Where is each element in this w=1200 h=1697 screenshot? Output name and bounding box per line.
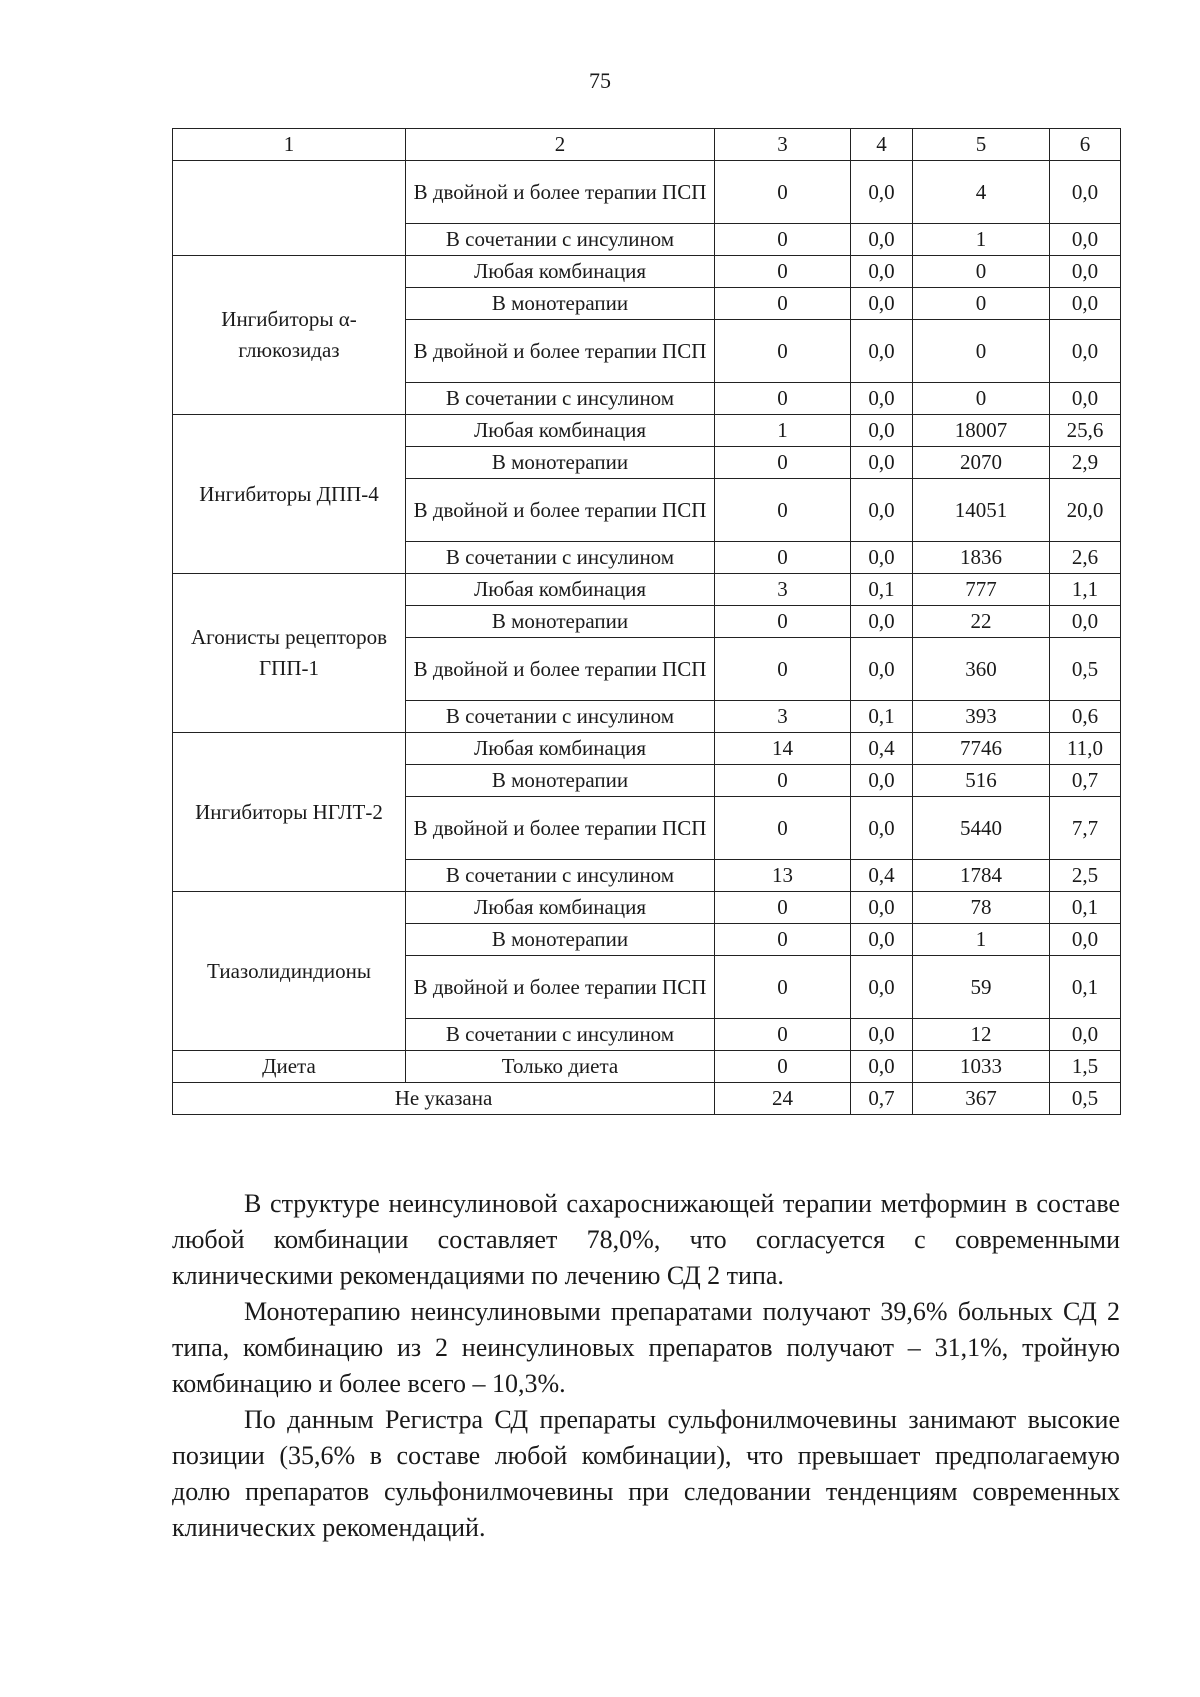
column-header: 6 xyxy=(1050,129,1121,161)
value-cell: 0,0 xyxy=(1050,606,1121,638)
paragraph: По данным Регистра СД препараты сульфонилмочевины занимают высокие позиции (35,6% в составе любой комбинации), что превышает предполагаемую долю препаратов сульфонилмочевины при следовании тенденциям современных клинических рекомендаций. xyxy=(172,1405,1120,1542)
value-cell: 0,0 xyxy=(851,765,913,797)
value-cell: 0,0 xyxy=(851,383,913,415)
value-cell: 0 xyxy=(715,224,851,256)
value-cell: 0 xyxy=(715,765,851,797)
value-cell: 1033 xyxy=(913,1051,1050,1083)
therapy-type-cell: В монотерапии xyxy=(406,765,715,797)
therapy-type-cell: В монотерапии xyxy=(406,606,715,638)
therapy-type-cell: В сочетании с инсулином xyxy=(406,860,715,892)
table-row-unspecified xyxy=(173,1083,1121,1115)
value-cell: 14051 xyxy=(913,479,1050,542)
value-cell: 0 xyxy=(715,797,851,860)
value-cell: 777 xyxy=(913,574,1050,606)
value-cell: 0,0 xyxy=(1050,224,1121,256)
value-cell: 1 xyxy=(715,415,851,447)
value-cell: 0,0 xyxy=(1050,161,1121,224)
therapy-type-cell: Любая комбинация xyxy=(406,892,715,924)
value-cell: 516 xyxy=(913,765,1050,797)
value-cell: 0,0 xyxy=(851,956,913,1019)
value-cell: 0,0 xyxy=(1050,1019,1121,1051)
value-cell: 0 xyxy=(715,320,851,383)
value-cell: 360 xyxy=(913,638,1050,701)
value-cell: 0 xyxy=(715,256,851,288)
value-cell: 0 xyxy=(715,924,851,956)
therapy-type-cell: В монотерапии xyxy=(406,447,715,479)
value-cell: 0,0 xyxy=(851,638,913,701)
value-cell: 25,6 xyxy=(1050,415,1121,447)
paragraph: Монотерапию неинсулиновыми препаратами получают 39,6% больных СД 2 типа, комбинацию из 2 неинсулиновых препаратов получают – 31,1%, тройную комбинацию и более всего – 10,3%. xyxy=(172,1297,1120,1398)
value-cell: 0,0 xyxy=(851,415,913,447)
column-header: 4 xyxy=(851,129,913,161)
value-cell: 0,1 xyxy=(851,701,913,733)
value-cell: 0 xyxy=(715,288,851,320)
value-cell: 1784 xyxy=(913,860,1050,892)
page-number: 75 xyxy=(589,68,611,93)
value-cell: 1,1 xyxy=(1050,574,1121,606)
value-cell: 0,7 xyxy=(851,1083,913,1115)
therapy-type-cell: Любая комбинация xyxy=(406,574,715,606)
value-cell: 0,0 xyxy=(1050,256,1121,288)
group-name-cell: Агонисты рецепторов ГПП-1 xyxy=(173,574,406,733)
value-cell: 0,0 xyxy=(851,542,913,574)
value-cell: 0,0 xyxy=(1050,924,1121,956)
value-cell: 3 xyxy=(715,574,851,606)
value-cell: 0 xyxy=(913,256,1050,288)
group-name-cell: Диета xyxy=(173,1051,406,1083)
value-cell: 11,0 xyxy=(1050,733,1121,765)
value-cell: 0,5 xyxy=(1050,1083,1121,1115)
therapy-type-cell: В сочетании с инсулином xyxy=(406,224,715,256)
therapy-table xyxy=(172,128,1121,1115)
therapy-type-cell: В сочетании с инсулином xyxy=(406,383,715,415)
value-cell: 1 xyxy=(913,924,1050,956)
value-cell: 0,0 xyxy=(851,161,913,224)
therapy-type-cell: В сочетании с инсулином xyxy=(406,701,715,733)
value-cell: 0 xyxy=(715,956,851,1019)
therapy-type-cell: В двойной и более терапии ПСП xyxy=(406,638,715,701)
value-cell: 13 xyxy=(715,860,851,892)
value-cell: 2070 xyxy=(913,447,1050,479)
therapy-type-cell: В двойной и более терапии ПСП xyxy=(406,797,715,860)
value-cell: 0 xyxy=(715,892,851,924)
value-cell: 2,5 xyxy=(1050,860,1121,892)
value-cell: 0,0 xyxy=(851,447,913,479)
therapy-type-cell: Только диета xyxy=(406,1051,715,1083)
value-cell: 0,0 xyxy=(851,1019,913,1051)
value-cell: 0 xyxy=(715,606,851,638)
value-cell: 0,0 xyxy=(851,256,913,288)
therapy-type-cell: В двойной и более терапии ПСП xyxy=(406,956,715,1019)
value-cell: 0,0 xyxy=(851,320,913,383)
value-cell: 0,5 xyxy=(1050,638,1121,701)
value-cell: 59 xyxy=(913,956,1050,1019)
value-cell: 0 xyxy=(913,320,1050,383)
value-cell: 12 xyxy=(913,1019,1050,1051)
unspecified-label-cell: Не указана xyxy=(173,1083,715,1115)
therapy-type-cell: В монотерапии xyxy=(406,288,715,320)
value-cell: 0,0 xyxy=(851,479,913,542)
value-cell: 78 xyxy=(913,892,1050,924)
table-row-diet xyxy=(173,1051,1121,1083)
table-row xyxy=(173,733,1121,765)
body-text xyxy=(172,1186,1120,1546)
value-cell: 0,1 xyxy=(851,574,913,606)
value-cell: 367 xyxy=(913,1083,1050,1115)
value-cell: 0,0 xyxy=(1050,320,1121,383)
value-cell: 0,6 xyxy=(1050,701,1121,733)
value-cell: 1836 xyxy=(913,542,1050,574)
paragraph: В структуре неинсулиновой сахароснижающей терапии метформин в составе любой комбинации составляет 78,0%, что согласуется с современными клиническими рекомендациями по лечению СД 2 типа. xyxy=(172,1189,1120,1290)
value-cell: 24 xyxy=(715,1083,851,1115)
therapy-type-cell: Любая комбинация xyxy=(406,415,715,447)
therapy-type-cell: В сочетании с инсулином xyxy=(406,1019,715,1051)
value-cell: 1 xyxy=(913,224,1050,256)
therapy-type-cell: В двойной и более терапии ПСП xyxy=(406,161,715,224)
table-row xyxy=(173,161,1121,224)
value-cell: 0 xyxy=(913,288,1050,320)
therapy-type-cell: Любая комбинация xyxy=(406,256,715,288)
value-cell: 0,1 xyxy=(1050,892,1121,924)
value-cell: 0,0 xyxy=(851,797,913,860)
value-cell: 0 xyxy=(715,638,851,701)
therapy-type-cell: В монотерапии xyxy=(406,924,715,956)
group-name-cell: Ингибиторы НГЛТ-2 xyxy=(173,733,406,892)
value-cell: 0,4 xyxy=(851,733,913,765)
value-cell: 0,0 xyxy=(1050,383,1121,415)
table-row xyxy=(173,415,1121,447)
value-cell: 1,5 xyxy=(1050,1051,1121,1083)
table-row xyxy=(173,574,1121,606)
value-cell: 3 xyxy=(715,701,851,733)
value-cell: 2,6 xyxy=(1050,542,1121,574)
value-cell: 4 xyxy=(913,161,1050,224)
value-cell: 2,9 xyxy=(1050,447,1121,479)
value-cell: 0,0 xyxy=(851,924,913,956)
table-row xyxy=(173,892,1121,924)
value-cell: 0,1 xyxy=(1050,956,1121,1019)
value-cell: 0,0 xyxy=(851,606,913,638)
value-cell: 0 xyxy=(913,383,1050,415)
table-row xyxy=(173,256,1121,288)
value-cell: 0 xyxy=(715,1051,851,1083)
value-cell: 0,0 xyxy=(851,288,913,320)
therapy-type-cell: В двойной и более терапии ПСП xyxy=(406,320,715,383)
value-cell: 7746 xyxy=(913,733,1050,765)
therapy-type-cell: Любая комбинация xyxy=(406,733,715,765)
value-cell: 5440 xyxy=(913,797,1050,860)
value-cell: 0 xyxy=(715,479,851,542)
value-cell: 22 xyxy=(913,606,1050,638)
column-header: 3 xyxy=(715,129,851,161)
value-cell: 0 xyxy=(715,447,851,479)
therapy-type-cell: В сочетании с инсулином xyxy=(406,542,715,574)
value-cell: 0,0 xyxy=(851,892,913,924)
value-cell: 7,7 xyxy=(1050,797,1121,860)
value-cell: 0 xyxy=(715,383,851,415)
group-name-cell: Ингибиторы α-глюкозидаз xyxy=(173,256,406,415)
value-cell: 18007 xyxy=(913,415,1050,447)
group-name-cell: Тиазолидиндионы xyxy=(173,892,406,1051)
value-cell: 20,0 xyxy=(1050,479,1121,542)
column-header: 2 xyxy=(406,129,715,161)
value-cell: 0,0 xyxy=(851,1051,913,1083)
value-cell: 393 xyxy=(913,701,1050,733)
value-cell: 0,7 xyxy=(1050,765,1121,797)
group-name-cell: Ингибиторы ДПП-4 xyxy=(173,415,406,574)
value-cell: 0 xyxy=(715,161,851,224)
value-cell: 0,4 xyxy=(851,860,913,892)
column-header: 1 xyxy=(173,129,406,161)
value-cell: 0,0 xyxy=(851,224,913,256)
value-cell: 0 xyxy=(715,542,851,574)
value-cell: 0,0 xyxy=(1050,288,1121,320)
column-header: 5 xyxy=(913,129,1050,161)
therapy-type-cell: В двойной и более терапии ПСП xyxy=(406,479,715,542)
group-cell-empty xyxy=(173,161,406,256)
value-cell: 14 xyxy=(715,733,851,765)
value-cell: 0 xyxy=(715,1019,851,1051)
table-header-row xyxy=(173,129,1121,161)
